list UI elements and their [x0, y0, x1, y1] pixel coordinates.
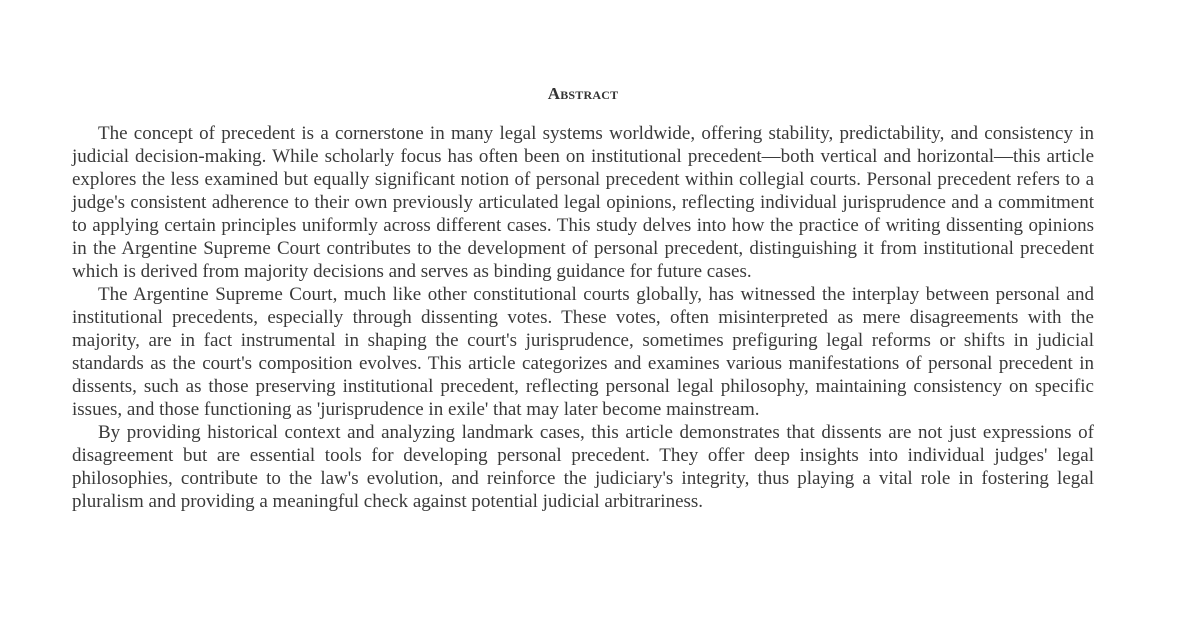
abstract-heading: Abstract	[547, 84, 619, 103]
abstract-section	[72, 84, 1094, 513]
abstract-paragraph-2: The Argentine Supreme Court, much like other constitutional courts globally, has witnessed the interplay between personal and institutional precedents, especially through dissenting votes. These votes, often misinterpreted as mere disagreements with the majority, are in fact instrumental in shaping the court's jurisprudence, sometimes prefiguring legal reforms or shifts in judicial standards as the court's composition evolves. This article categorizes and examines various manifestations of personal precedent in dissents, such as those preserving institutional precedent, reflecting personal legal philosophy, maintaining consistency on specific issues, and those functioning as 'jurisprudence in exile' that may later become mainstream.	[72, 284, 1094, 420]
abstract-paragraph-1: The concept of precedent is a cornerstone in many legal systems worldwide, offering stability, predictability, and consistency in judicial decision-making. While scholarly focus has often been on institutional precedent—both vertical and horizontal—this article explores the less examined but equally significant notion of personal precedent within collegial courts. Personal precedent refers to a judge's consistent adherence to their own previously articulated legal opinions, reflecting individual jurisprudence and a commitment to applying certain principles uniformly across different cases. This study delves into how the practice of writing dissenting opinions in the Argentine Supreme Court contributes to the development of personal precedent, distinguishing it from institutional precedent which is derived from majority decisions and serves as binding guidance for future cases.	[72, 123, 1094, 282]
abstract-paragraph-3: By providing historical context and analyzing landmark cases, this article demonstrates that dissents are not just expressions of disagreement but are essential tools for developing personal precedent. They offer deep insights into individual judges' legal philosophies, contribute to the law's evolution, and reinforce the judiciary's integrity, thus playing a vital role in fostering legal pluralism and providing a meaningful check against potential judicial arbitrariness.	[72, 422, 1094, 512]
